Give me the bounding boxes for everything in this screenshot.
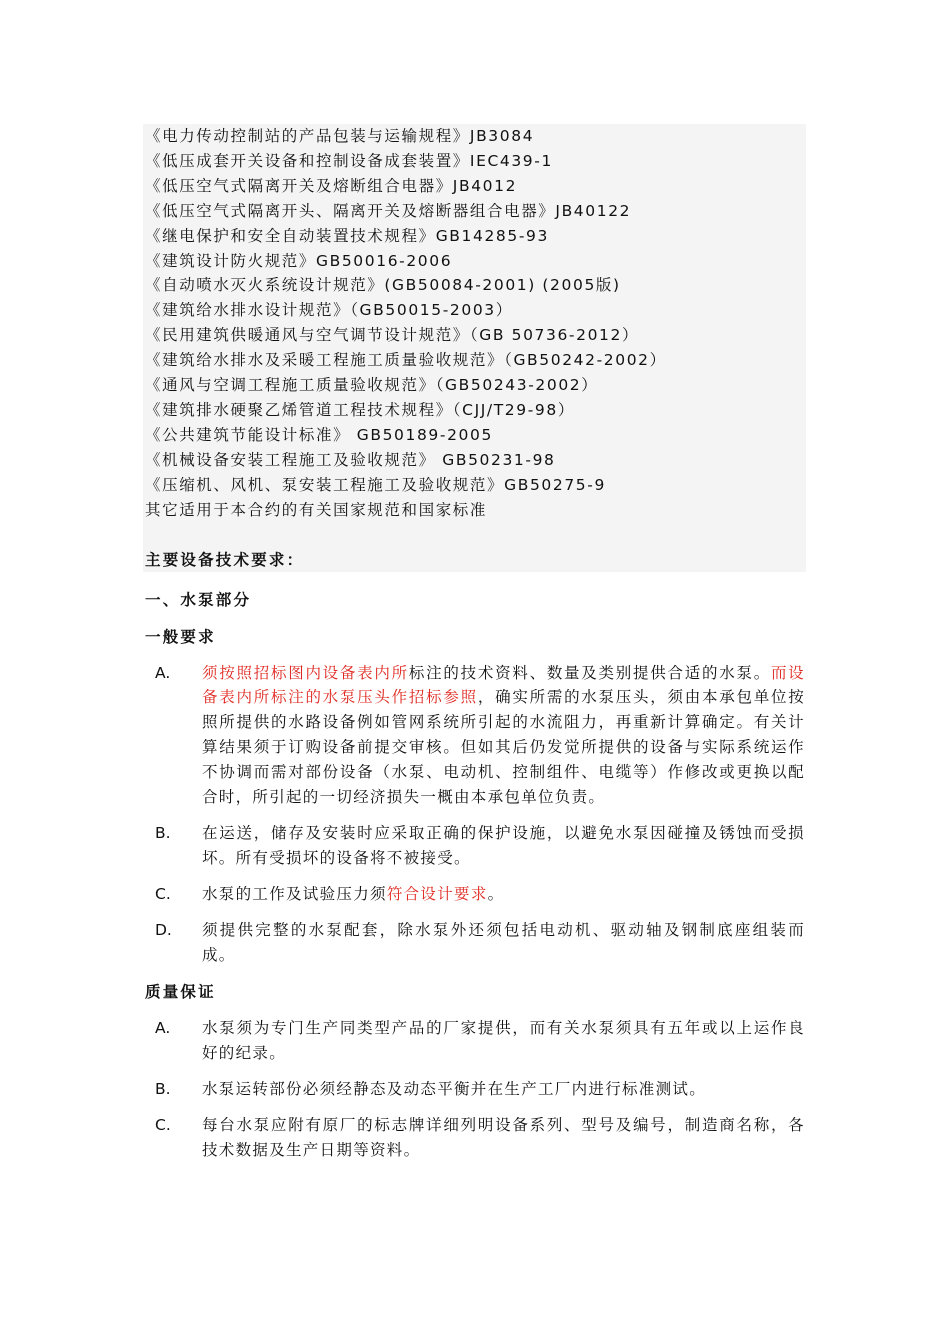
quality-assurance-list: [145, 1016, 805, 1163]
item-text: 水泵的工作及试验压力须: [202, 884, 387, 903]
item-marker: A.: [155, 1019, 171, 1038]
standard-item: 《民用建筑供暖通风与空气调节设计规范》（GB 50736-2012）: [145, 326, 640, 345]
standard-item: 《低压空气式隔离开关及熔断组合电器》JB4012: [145, 176, 518, 195]
highlighted-text: 须按照招标图内设备表内所: [202, 663, 409, 682]
standard-item: 《电力传动控制站的产品包装与运输规程》JB3084: [145, 127, 535, 145]
item-text: 。: [487, 884, 505, 903]
list-item: [145, 1113, 805, 1163]
standard-item: 《低压空气式隔离开头、隔离开关及熔断器组合电器》JB40122: [145, 201, 632, 220]
standard-item: 《机械设备安装工程施工及验收规范》 GB50231-98: [145, 450, 556, 469]
section-title: 一、水泵部分: [145, 590, 252, 609]
highlighted-text: 而设备表内所标注的水泵压头作招标参照: [202, 663, 805, 707]
list-item: [145, 918, 805, 968]
item-marker: C.: [155, 1116, 171, 1135]
item-text: 在运送，储存及安装时应采取正确的保护设施，以避免水泵因碰撞及锈蚀而受损坏。所有受损坏的设备将不被接受。: [202, 823, 805, 867]
list-item: [145, 821, 805, 871]
standard-item: 《建筑给水排水及采暖工程施工质量验收规范》（GB50242-2002）: [145, 351, 667, 370]
general-requirements-list: [145, 661, 805, 968]
item-text: 水泵运转部份必须经静态及动态平衡并在生产工厂内进行标准测试。: [202, 1080, 707, 1099]
item-marker: C.: [155, 884, 171, 903]
item-text: 须提供完整的水泵配套，除水泵外还须包括电动机、驱动轴及钢制底座组装而成。: [202, 920, 805, 964]
main-heading: 主要设备技术要求：: [145, 550, 305, 569]
item-text: 每台水泵应附有原厂的标志牌详细列明设备系列、型号及编号，制造商名称，各技术数据及生产日期等资料。: [202, 1116, 805, 1160]
list-item: [145, 1077, 805, 1102]
general-requirements-title: 一般要求: [145, 627, 216, 646]
item-text: 标注的技术资料、数量及类别提供合适的水泵。: [408, 663, 771, 682]
closing-text: 其它适用于本合约的有关国家规范和国家标准: [145, 500, 488, 519]
list-item: [145, 1016, 805, 1066]
item-text: ，确实所需的水泵压头，须由本承包单位按照所提供的水路设备例如管网系统所引起的水流阻力，再重新计算确定。有关计算结果须于订购设备前提交审核。但如其后仍发觉所提供的设备与实际系统运作不协调而需对部份设备（水泵、电动机、控制组件、电缆等）作修改或更换以配合时，所引起的一切经济损失一概由本承包单位负责。: [202, 688, 805, 807]
highlighted-text: 符合设计要求: [386, 884, 488, 903]
item-marker: D.: [155, 920, 172, 939]
standard-item: 《自动喷水灭火系统设计规范》(GB50084-2001) (2005版): [145, 276, 621, 295]
item-text: 水泵须为专门生产同类型产品的厂家提供，而有关水泵须具有五年或以上运作良好的纪录。: [202, 1019, 805, 1063]
standard-item: 《低压成套开关设备和控制设备成套装置》IEC439-1: [145, 151, 553, 170]
quality-assurance-title: 质量保证: [145, 983, 216, 1002]
list-item: [145, 882, 805, 907]
item-marker: B.: [155, 1080, 171, 1099]
standard-item: 《压缩机、风机、泵安装工程施工及验收规范》GB50275-9: [145, 475, 606, 494]
standard-item: 《通风与空调工程施工质量验收规范》（GB50243-2002）: [145, 376, 599, 395]
standard-item: 《建筑给水排水设计规范》（GB50015-2003）: [145, 301, 513, 320]
list-item: [145, 661, 805, 810]
standard-item: 《公共建筑节能设计标准》 GB50189-2005: [145, 425, 493, 444]
item-marker: B.: [155, 823, 171, 842]
item-marker: A.: [155, 663, 171, 682]
standard-item: 《继电保护和安全自动装置技术规程》GB14285-93: [145, 226, 549, 245]
standard-item: 《建筑设计防火规范》GB50016-2006: [145, 251, 453, 270]
document-page: [145, 124, 805, 1163]
standards-list: [145, 124, 805, 523]
standard-item: 《建筑排水硬聚乙烯管道工程技术规程》（CJJ/T29-98）: [145, 400, 575, 419]
